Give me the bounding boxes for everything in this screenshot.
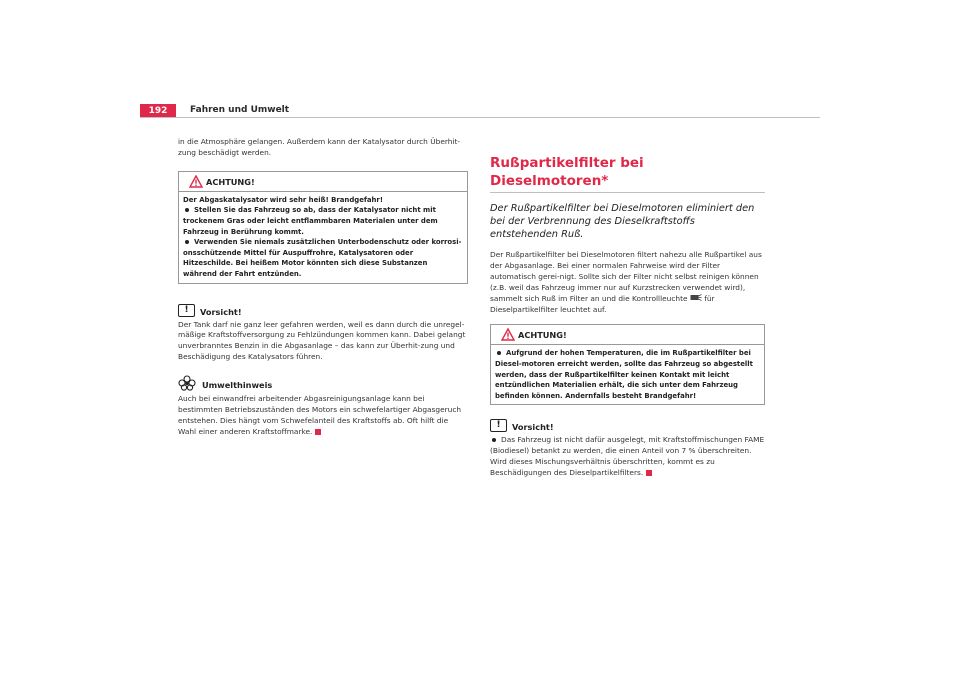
left-column xyxy=(178,137,468,438)
warning-header xyxy=(491,324,764,345)
end-of-section-icon xyxy=(315,429,321,435)
warning-item: Aufgrund der hohen Temperaturen, die im Rußpartikelfilter bei Diesel-motoren erreicht werden, sollte das Fahrzeug so abgestellt werden, dass der Rußpartikelfilter keinen Kontakt mit leicht entzündlichen Materialien erhält, die sich unter dem Fahrzeug befinden können. Andernfalls besteht Brandgefahr! xyxy=(495,349,753,400)
header-divider xyxy=(140,117,820,118)
warning-box xyxy=(178,171,468,284)
caution-header xyxy=(490,419,765,433)
section-divider xyxy=(490,192,765,193)
warning-title: ACHTUNG! xyxy=(518,330,567,341)
intro-paragraph: in die Atmosphäre gelangen. Außerdem kann der Katalysator durch Überhit-zung beschädigt werden. xyxy=(178,137,461,157)
warning-body xyxy=(179,192,467,283)
warning-triangle-icon xyxy=(189,175,203,188)
warning-triangle-icon xyxy=(501,328,515,341)
exclamation-box-icon: ! xyxy=(490,419,507,432)
warning-lead: Der Abgaskatalysator wird sehr heiß! Brandgefahr! xyxy=(183,195,383,204)
bullet-icon xyxy=(185,240,189,244)
page-header-title: Fahren und Umwelt xyxy=(190,105,290,115)
bullet-icon xyxy=(492,438,496,442)
bullet-icon xyxy=(497,351,501,355)
right-column xyxy=(490,154,765,479)
warning-title: ACHTUNG! xyxy=(206,176,255,187)
warning-item: Verwenden Sie niemals zusätzlichen Unterbodenschutz oder korrosi-onsschützende Mittel für Auspuffrohre, Katalysatoren oder Hitzeschilde. Bei heißem Motor könnten sich diese Substanzen während der Fahrt entzünden. xyxy=(183,238,462,278)
filter-lamp-icon xyxy=(690,294,702,301)
section-subtitle: Der Rußpartikelfilter bei Dieselmotoren eliminiert den bei der Verbrennung des Dieselkraftstoffs entstehenden Ruß. xyxy=(490,203,755,240)
page-number: 192 xyxy=(140,104,176,118)
warning-item: Stellen Sie das Fahrzeug so ab, dass der Katalysator nicht mit trockenem Gras oder leicht entflammbaren Materialen unter dem Fahrzeug in Berührung kommt. xyxy=(183,206,438,236)
flower-icon xyxy=(178,375,196,391)
caution-text: Das Fahrzeug ist nicht dafür ausgelegt, mit Kraftstoffmischungen FAME (Biodiesel) betankt zu werden, die einen Anteil von 7 % überschreiten. Wird dieses Mischungsverhältnis überschritten, kommt es zu Beschädigungen des Dieselpartikelfilters. xyxy=(490,435,765,478)
section-body: Der Rußpartikelfilter bei Dieselmotoren filtert nahezu alle Rußpartikel aus der Abgasanlage. Bei einer normalen Fahrweise wird der Filter automatisch gerei-nigt. Sollte sich der Filter nicht selbst reinigen können (z.B. weil das Fahrzeug immer nur auf Kurzstrecken verwendet wird), sammelt sich Ruß im Filter an und die Kontrollleuchte für Dieselpartikelfilter leuchtet auf. xyxy=(490,250,762,314)
warning-box xyxy=(490,324,765,405)
caution-note xyxy=(178,304,468,364)
caution-note xyxy=(490,419,765,479)
environment-note xyxy=(178,377,468,438)
caution-title: Vorsicht! xyxy=(200,306,242,317)
end-of-section-icon xyxy=(646,470,652,476)
warning-header xyxy=(179,171,467,192)
caution-header xyxy=(178,304,468,318)
bullet-icon xyxy=(185,208,189,212)
exclamation-box-icon: ! xyxy=(178,304,195,317)
environment-text: Auch bei einwandfrei arbeitender Abgasreinigungsanlage kann bei bestimmten Betriebszuständen des Motors ein schwefelartiger Abgasgeruch entstehen. Dies hängt vom Schwefelanteil des Kraftstoffs ab. Oft hilft die Wahl einer anderen Kraftstoffmarke. xyxy=(178,394,462,436)
warning-body xyxy=(491,345,764,404)
environment-title: Umwelthinweis xyxy=(202,380,273,391)
caution-text: Der Tank darf nie ganz leer gefahren werden, weil es dann durch die unregel-mäßige Kraftstoffversorgung zu Fehlzündungen kommen kann. Dabei gelangt unverbranntes Benzin in die Abgasanlage – das kann zur Überhit-zung und Beschädigung des Katalysators führen. xyxy=(178,319,466,362)
caution-title: Vorsicht! xyxy=(512,422,554,433)
section-title: Rußpartikelfilter bei Dieselmotoren* xyxy=(490,155,644,189)
environment-header xyxy=(178,377,468,391)
